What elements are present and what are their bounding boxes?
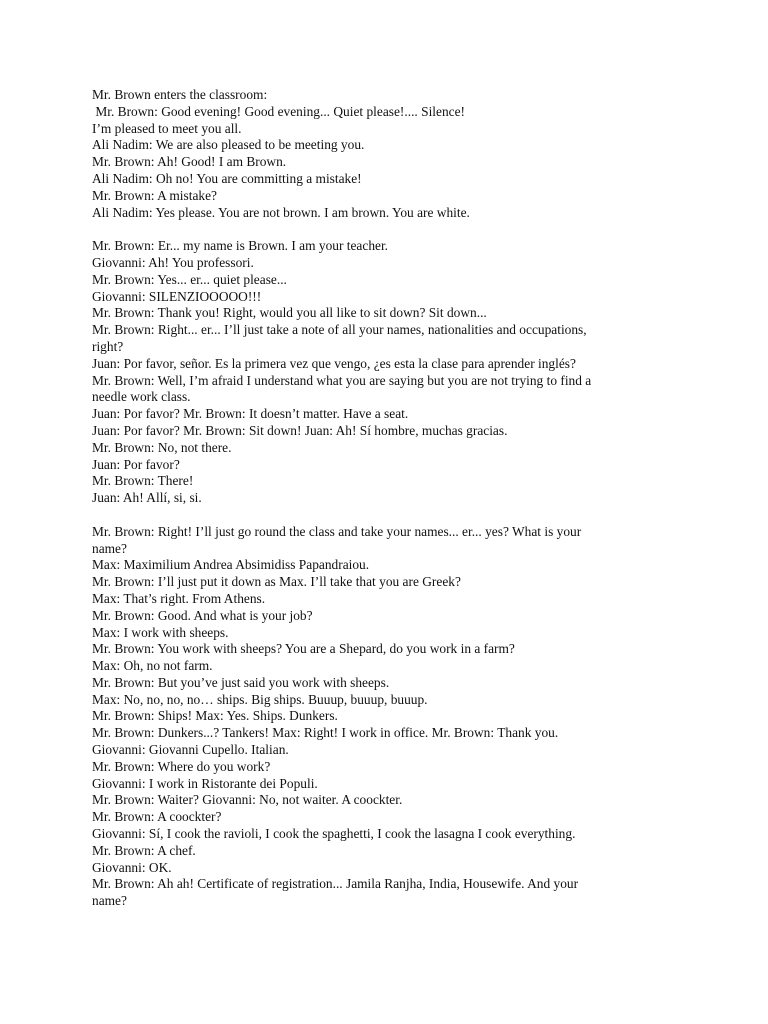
text-line: Giovanni: Sí, I cook the ravioli, I cook the spaghetti, I cook the lasagna I cook everything. [92, 826, 576, 842]
text-line: Max: Oh, no not farm. [92, 658, 213, 674]
text-line: Giovanni: OK. [92, 859, 172, 875]
text-line: needle work class. [92, 389, 191, 405]
text-line: name? [92, 540, 127, 556]
text-line: Mr. Brown: Well, I’m afraid I understand what you are saying but you are not trying to find a [92, 372, 592, 388]
text-line: Mr. Brown: A mistake? [92, 187, 217, 203]
paragraph-gap [92, 507, 692, 524]
text-line: Mr. Brown: A chef. [92, 842, 196, 858]
text-line: Ali Nadim: We are also pleased to be meeting you. [92, 137, 365, 153]
paragraph-block-3 [92, 524, 692, 910]
text-line: Mr. Brown: Ah ah! Certificate of registration... Jamila Ranjha, India, Housewife. And your [92, 876, 579, 892]
text-line: Juan: Ah! Allí, si, si. [92, 490, 202, 506]
document-page [92, 87, 692, 910]
text-line: Mr. Brown: Dunkers...? Tankers! Max: Right! I work in office. Mr. Brown: Thank you. [92, 725, 559, 741]
text-line: Giovanni: Ah! You professori. [92, 254, 254, 270]
text-line: Mr. Brown: Good evening! Good evening... Quiet please!.... Silence! [92, 103, 465, 119]
paragraph-block-2 [92, 238, 692, 507]
text-line: Mr. Brown: You work with sheeps? You are a Shepard, do you work in a farm? [92, 641, 515, 657]
text-line: Mr. Brown: Yes... er... quiet please... [92, 271, 287, 287]
text-line: Mr. Brown: Good. And what is your job? [92, 607, 313, 623]
text-line: Giovanni: SILENZIOOOOO!!! [92, 288, 262, 304]
text-line: Mr. Brown: Thank you! Right, would you all like to sit down? Sit down... [92, 305, 487, 321]
paragraph-block-1 [92, 87, 692, 221]
text-line: Mr. Brown: Waiter? Giovanni: No, not waiter. A coockter. [92, 792, 403, 808]
text-line: Mr. Brown: I’ll just put it down as Max. I’ll take that you are Greek? [92, 574, 461, 590]
text-line: Max: Maximilium Andrea Absimidiss Papandraiou. [92, 557, 370, 573]
text-line: Max: That’s right. From Athens. [92, 590, 266, 606]
text-line: Ali Nadim: Oh no! You are committing a mistake! [92, 170, 362, 186]
text-line: Mr. Brown: There! [92, 473, 194, 489]
text-line: right? [92, 338, 124, 354]
text-line: Mr. Brown enters the classroom: [92, 87, 268, 102]
text-line: Mr. Brown: Right! I’ll just go round the class and take your names... er... yes? What is your [92, 523, 582, 539]
text-line: Mr. Brown: Er... my name is Brown. I am your teacher. [92, 238, 389, 254]
text-line: I’m pleased to meet you all. [92, 120, 242, 136]
text-line: Max: I work with sheeps. [92, 624, 229, 640]
text-line: Mr. Brown: Ah! Good! I am Brown. [92, 154, 287, 170]
text-line: Juan: Por favor, señor. Es la primera vez que vengo, ¿es esta la clase para aprender inglés? [92, 355, 576, 371]
text-line: Mr. Brown: A coockter? [92, 809, 222, 825]
text-line: Giovanni: I work in Ristorante dei Populi. [92, 775, 318, 791]
text-line: Mr. Brown: No, not there. [92, 439, 232, 455]
text-line: Juan: Por favor? Mr. Brown: Sit down! Juan: Ah! Sí hombre, muchas gracias. [92, 422, 508, 438]
text-line: Mr. Brown: But you’ve just said you work with sheeps. [92, 674, 390, 690]
text-line: Juan: Por favor? [92, 456, 180, 472]
text-line: Giovanni: Giovanni Cupello. Italian. [92, 742, 289, 758]
text-line: Mr. Brown: Ships! Max: Yes. Ships. Dunkers. [92, 708, 338, 724]
text-line: Juan: Por favor? Mr. Brown: It doesn’t matter. Have a seat. [92, 406, 409, 422]
text-line: name? [92, 893, 127, 909]
text-line: Max: No, no, no, no… ships. Big ships. Buuup, buuup, buuup. [92, 691, 428, 707]
text-line: Mr. Brown: Right... er... I’ll just take a note of all your names, nationalities and occupations, [92, 322, 587, 338]
text-line: Mr. Brown: Where do you work? [92, 758, 271, 774]
text-line: Ali Nadim: Yes please. You are not brown. I am brown. You are white. [92, 204, 470, 220]
paragraph-gap [92, 221, 692, 238]
